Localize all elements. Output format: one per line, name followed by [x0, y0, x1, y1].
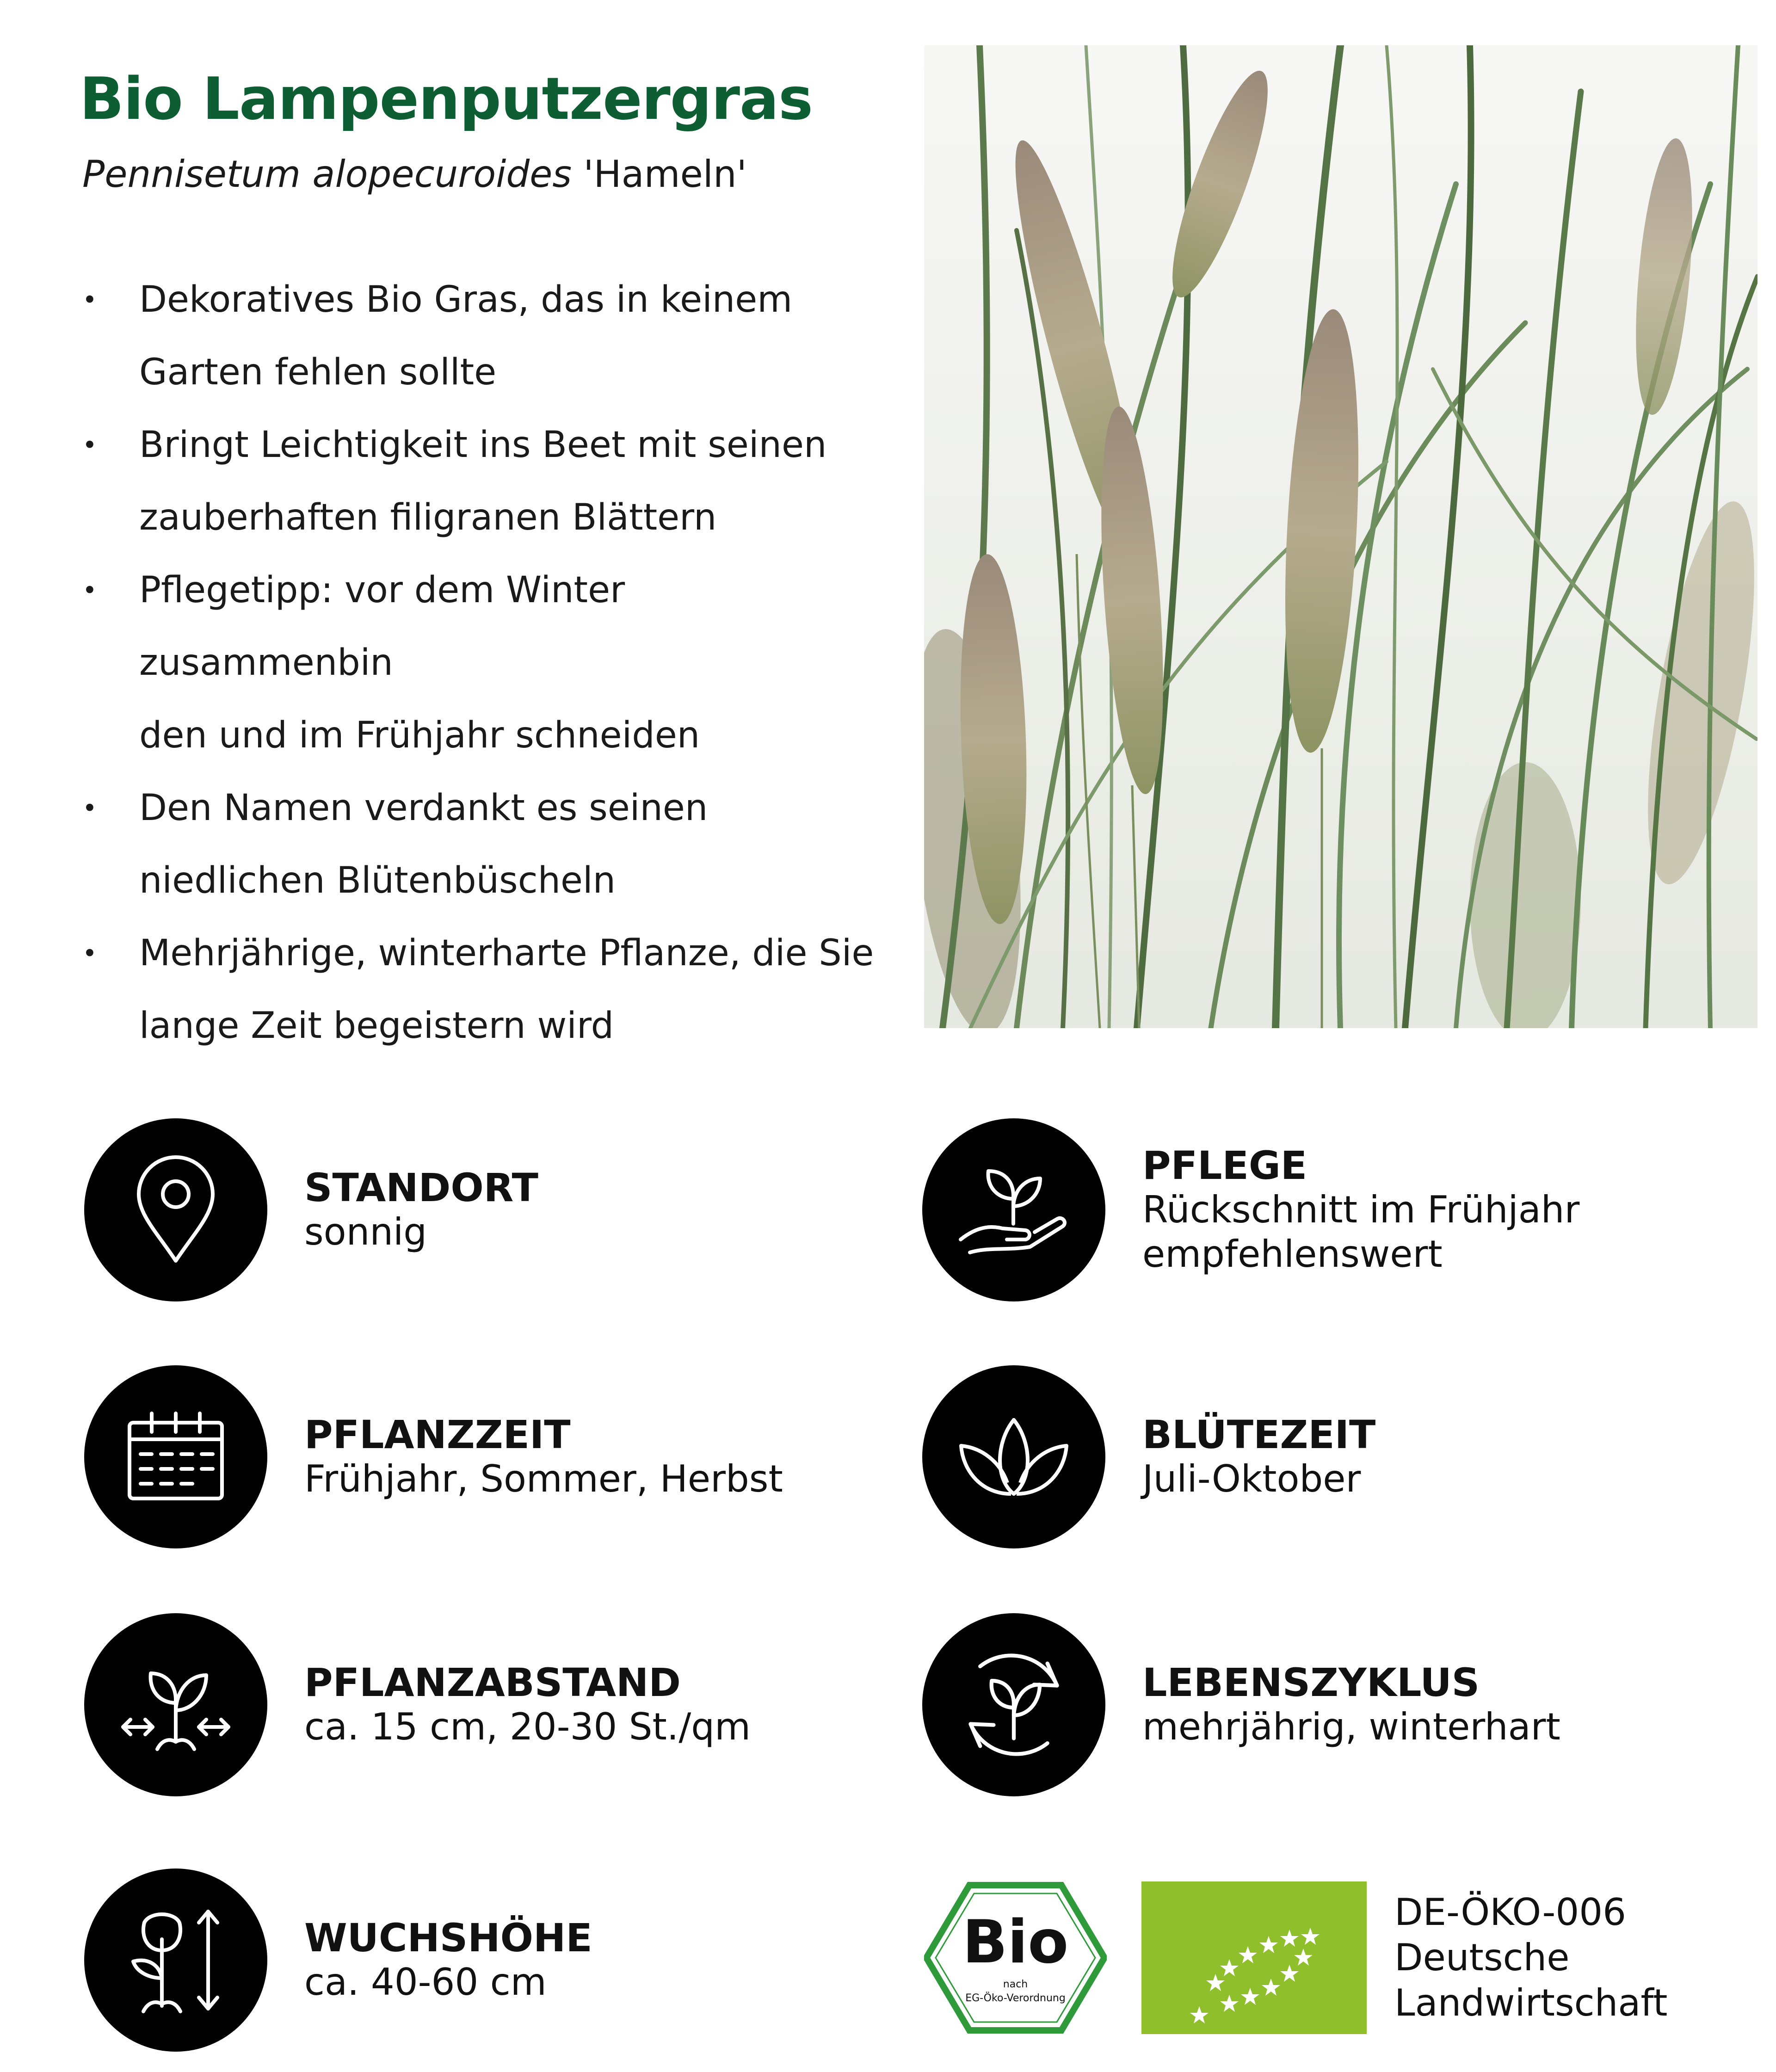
standort-value: sonnig [304, 1210, 427, 1253]
lotus-flower-icon [922, 1365, 1105, 1548]
plant-cycle-icon [922, 1613, 1105, 1796]
feature-text-1: Dekoratives Bio Gras, das in keinem [139, 279, 793, 321]
pflege-value-line1: Rückschnitt im Frühjahr [1142, 1188, 1580, 1231]
certification [924, 1881, 1668, 2034]
certification-text [1394, 1890, 1668, 2026]
feature-item [82, 264, 887, 409]
feature-text-1: Pflegetipp: vor dem Winter zusammenbin [139, 569, 625, 684]
bluetezeit-label: BLÜTEZEIT [1142, 1412, 1376, 1457]
cert-code: DE-ÖKO-006 [1394, 1891, 1627, 1934]
bullet-dot: • [82, 939, 97, 968]
feature-text-2: lange Zeit begeistern wird [139, 1005, 614, 1047]
feature-text-1: Mehrjährige, winterharte Pflanze, die Sie [139, 932, 874, 974]
feature-text-2: den und im Frühjahr schneiden [139, 715, 700, 756]
lebenszyklus-value: mehrjährig, winterhart [1142, 1705, 1560, 1748]
info-pflanzabstand [84, 1613, 751, 1796]
pflege-label: PFLEGE [1142, 1143, 1307, 1188]
bio-seal-small-1: nach [1003, 1979, 1028, 1990]
product-subtitle [82, 153, 747, 196]
info-standort [84, 1118, 538, 1301]
feature-item [82, 554, 887, 772]
feature-item [82, 409, 887, 554]
cert-origin-line2: Landwirtschaft [1394, 1981, 1668, 2024]
pflanzabstand-label: PFLANZABSTAND [304, 1660, 681, 1705]
feature-item [82, 917, 887, 1062]
standort-label: STANDORT [304, 1165, 538, 1210]
bio-seal-text: Bio [962, 1908, 1069, 1977]
bullet-dot: • [82, 576, 97, 605]
wuchshoehe-label: WUCHSHÖHE [304, 1915, 592, 1961]
pflanzzeit-label: PFLANZZEIT [304, 1412, 571, 1457]
bullet-dot: • [82, 285, 97, 314]
info-pflege [922, 1118, 1579, 1301]
plant-spacing-icon [84, 1613, 267, 1796]
feature-text-2: Garten fehlen sollte [139, 352, 497, 393]
product-title: Bio Lampenputzergras [80, 65, 813, 133]
bullet-dot: • [82, 431, 97, 460]
wuchshoehe-value: ca. 40-60 cm [304, 1961, 547, 2004]
bullet-dot: • [82, 794, 97, 823]
cert-origin-line1: Deutsche [1394, 1936, 1570, 1979]
sprout-in-hand-icon [922, 1118, 1105, 1301]
pflanzzeit-value: Frühjahr, Sommer, Herbst [304, 1457, 783, 1500]
info-wuchshoehe [84, 1868, 592, 2052]
feature-list [82, 264, 887, 1062]
plant-height-icon [84, 1868, 267, 2052]
product-photo [924, 45, 1758, 1028]
feature-text-1: Den Namen verdankt es seinen [139, 787, 708, 829]
pflege-value-line2: empfehlenswert [1142, 1233, 1443, 1276]
lebenszyklus-label: LEBENSZYKLUS [1142, 1660, 1480, 1705]
info-pflanzzeit [84, 1365, 783, 1548]
feature-text-2: niedlichen Blütenbüscheln [139, 860, 616, 901]
feature-item [82, 772, 887, 917]
cultivar-name: 'Hameln' [583, 153, 747, 196]
pflanzabstand-value: ca. 15 cm, 20-30 St./qm [304, 1705, 751, 1748]
info-lebenszyklus [922, 1613, 1560, 1796]
location-pin-icon [84, 1118, 267, 1301]
bio-seal-small-2: EG-Öko-Verordnung [965, 1992, 1066, 2004]
bluetezeit-value: Juli-Oktober [1142, 1457, 1361, 1500]
feature-text-1: Bringt Leichtigkeit ins Beet mit seinen [139, 424, 827, 466]
latin-name: Pennisetum alopecuroides [82, 153, 572, 196]
eu-organic-leaf-logo [1141, 1881, 1367, 2034]
info-bluetezeit [922, 1365, 1375, 1548]
feature-text-2: zauberhaften filigranen Blättern [139, 497, 717, 538]
calendar-icon [84, 1365, 267, 1548]
bio-seal-logo [924, 1881, 1107, 2034]
